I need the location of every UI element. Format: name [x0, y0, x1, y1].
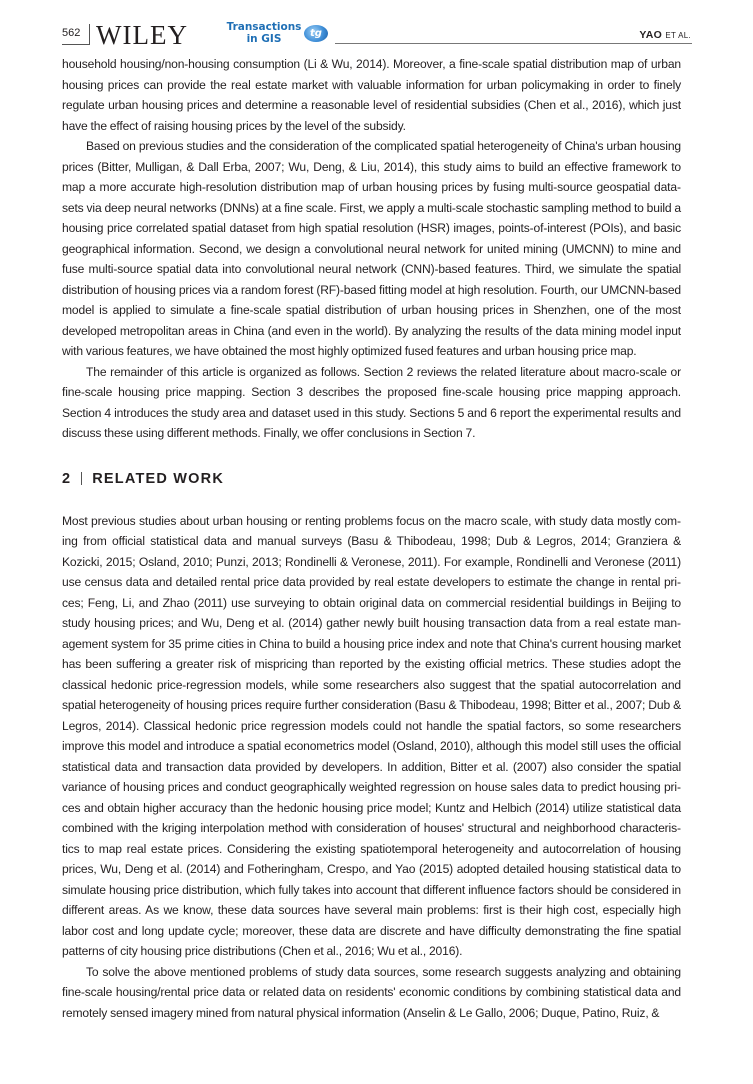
section-title: RELATED WORK: [92, 470, 224, 487]
publisher-logo: WILEY: [96, 20, 188, 50]
paragraph: The remainder of this article is organized as follows. Section 2 reviews the related literature about macro-scale or fine-scale housing price mapping. Section 3 describes the proposed fine-scale housing price mapping approach. Section 4 introduces the study area and dataset used in this study. Sections 5 and 6 report the experimental results and discuss these using different methods. Finally, we offer conclusions in Section 7.: [62, 364, 681, 440]
journal-title-line2: in GIS: [246, 33, 282, 45]
running-head-author: YAO: [639, 29, 663, 41]
page-number-underline: [62, 44, 90, 45]
section-heading-divider: [81, 472, 82, 485]
section-heading: [62, 469, 681, 489]
journal-title: [224, 21, 304, 45]
section-number: 2: [62, 470, 72, 487]
paragraph: Most previous studies about urban housing or renting problems focus on the macro scale, with study data mostly coming from official statistical data and manual surveys (Basu & Thibodeau, 1998; Dub & Legros, 2014; Granziera & Kozicki, 2015; Osland, 2010; Punzi, 2013; Rondinelli & Veronese, 2011). For example, Rondinelli and Veronese (2011) use census data and detailed rental price data provided by real estate developers to estimate the change in rental prices; Feng, Li, and Zhao (2011) use surveying to obtain original data on commercial residential buildings in Beijing to study housing prices; and Wu, Deng et al. (2014) gather newly built housing transaction data from a real estate management system for 35 prime cities in China to build a housing price index and note that China's current housing market has been suffering a greater risk of mispricing than reported by the existing official metrics. These studies adopt the classical hedonic price-regression models, while some researchers also suggest that the spatial autocorrelation and spatial heterogeneity of housing prices require further consideration (Basu & Thibodeau, 1998; Bitter et al., 2007; Dub & Legros, 2014). Classical hedonic price regression models could not handle the spatial factors, so some researchers improve this model and introduce a spatial econometrics model (Osland, 2010), although this model still uses the official statistical data and transaction data provided by developers. In addition, Bitter et al. (2007) also consider the spatial variance of housing prices and conduct geographically weighted regression on house sales data to predict housing prices and obtain higher accuracy than the hedonic housing price model; Kuntz and Helbich (2014) utilize statistical data combined with the kriging interpolation method with consideration of houses' structural and neighborhood characteristics to map real estate prices. Considering the existing spatiotemporal heterogeneity and autocorrelation of housing prices, Wu, Deng et al. (2014) and Fotheringham, Crespo, and Yao (2015) adopted detailed housing statistical data to simulate housing price distribution, which fully takes into account that different influence factors should be considered in different areas. As we know, these data sources have several main problems: first is their high cost, especially high labor cost and long update cycle; moreover, these data are discrete and have difficulty demonstrating the fine spatial patterns of city housing price distributions (Chen et al., 2016; Wu et al., 2016).: [62, 513, 681, 958]
journal-title-line1: Transactions: [226, 21, 302, 33]
paragraph: Based on previous studies and the consideration of the complicated spatial heterogeneity of China's urban housing prices (Bitter, Mulligan, & Dall Erba, 2007; Wu, Deng, & Liu, 2014), this study aims to build an effective framework to map a more accurate high-resolution distribution map of urban housing prices by fusing multi-source geospatial datasets via deep neural networks (DNNs) at a fine scale. First, we apply a multi-scale stochastic sampling method to build a housing price correlated spatial dataset from high spatial resolution (HSR) images, points-of-interest (POIs), and basic geographical information. Second, we design a convolutional neural network for united mining (UMCNN) to mine and fuse multi-source spatial data into convolutional neural network (CNN)-based features. Third, we simulate the spatial distribution of housing prices via a random forest (RF)-based fitting model at high resolution. Fourth, our UMCNN-based model is applied to simulate a fine-scale spatial distribution of urban housing prices in Shenzhen, one of the most developed metropolitan areas in China (and even in the world). By analyzing the results of the data mining model input with various features, we have obtained the most highly optimized fused features and urban housing price map.: [62, 139, 681, 358]
page-number-divider: [89, 24, 90, 45]
journal-logo-icon: tg: [304, 25, 328, 42]
running-head: [639, 29, 691, 41]
paragraph: household housing/non-housing consumption (Li & Wu, 2014). Moreover, a fine-scale spatial distribution map of urban housing prices can provide the real estate market with valuable information for urban policymaking in order to finely regulate urban housing prices and determine a reasonable level of residential subsidies (Chen et al., 2016), which just have the effect of raising housing prices by the level of the subsidy.: [62, 57, 681, 133]
header-rule: [335, 43, 692, 44]
page-header: [0, 0, 753, 60]
running-head-suffix: ET AL.: [665, 31, 691, 40]
paragraph: To solve the above mentioned problems of study data sources, some research suggests analyzing and obtaining fine-scale housing/rental price data or related data on residents' economic conditions by combining statistical data and remotely sensed imagery mined from natural physical information (Anselin & Le Gallo, 2006; Duque, Patino, Ruiz, &: [62, 964, 681, 1020]
page-number: 562: [62, 27, 81, 39]
article-body: [62, 54, 681, 1023]
